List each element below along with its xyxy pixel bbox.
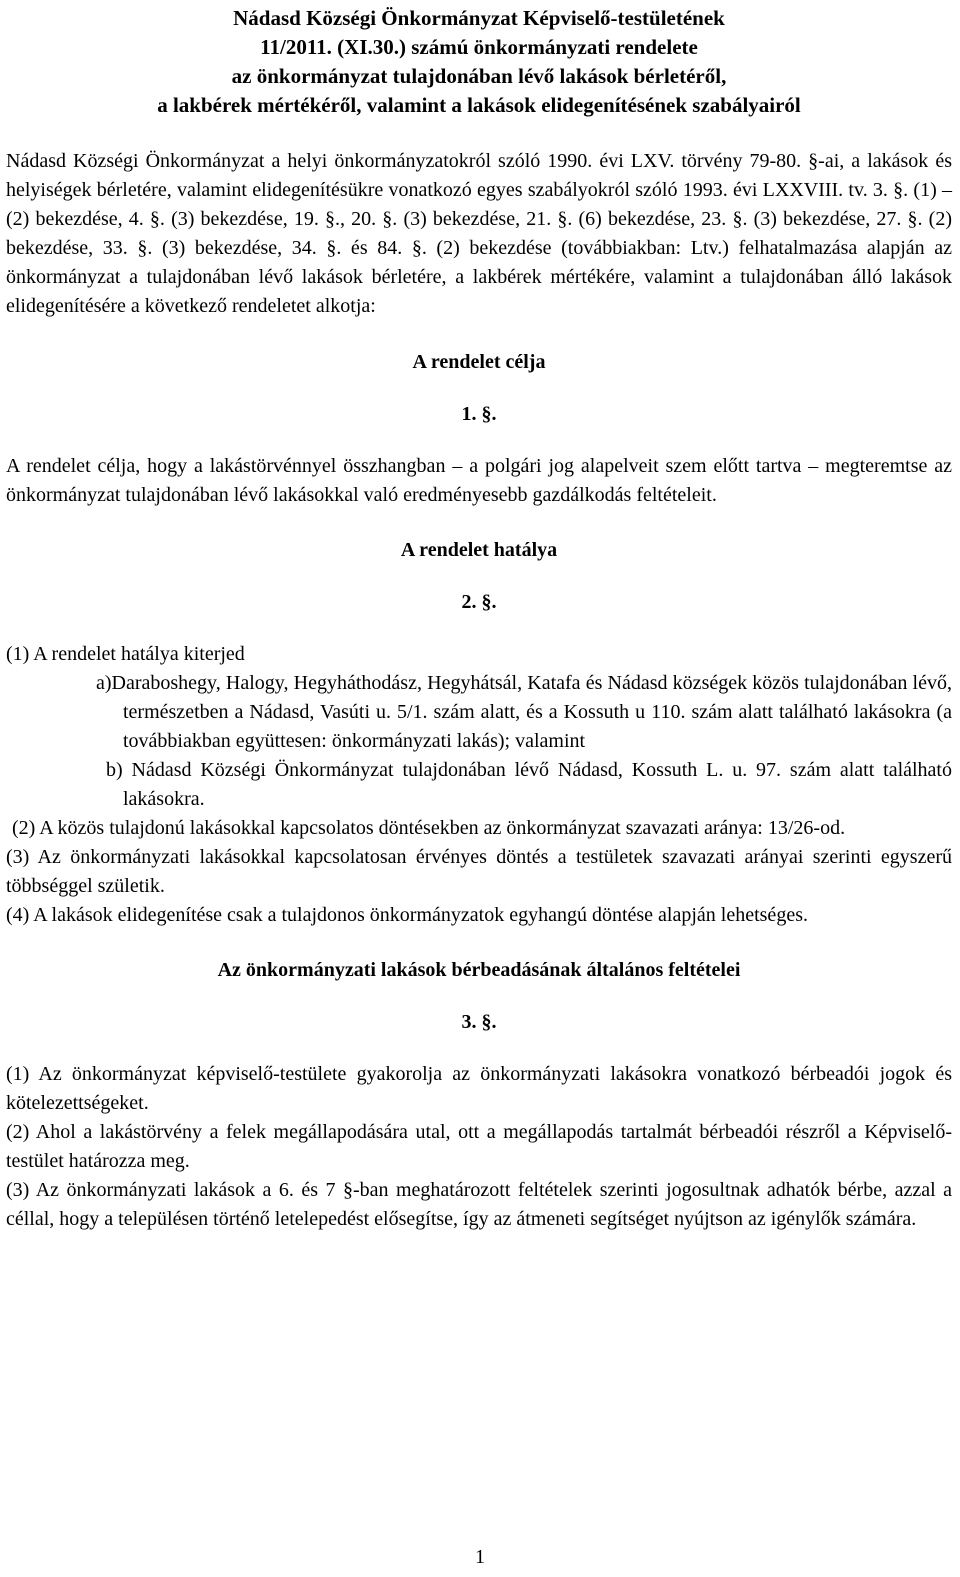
section-1-text: A rendelet célja, hogy a lakástörvénnyel összhangban – a polgári jog alapelveit szem előtt tartva – megteremtse az önkormányzat tulajdonában lévő lakásokkal való eredményesebb gazdálkodás feltételeit. [6,455,952,506]
section-3-paragraph-2: (2) Ahol a lakástörvény a felek megállapodására utal, ott a megállapodás tartalmát bérbeadói részről a Képviselő-testület határozza meg. [6,1121,952,1172]
section-2-paragraph-4: (4) A lakások elidegenítése csak a tulajdonos önkormányzatok egyhangú döntése alapján lehetséges. [6,904,808,926]
section-2-point-b: b) Nádasd Községi Önkormányzat tulajdonában lévő Nádasd, Kossuth L. u. 97. szám alatt található lakásokra. [106,759,952,810]
regulation-title [6,4,952,120]
section-2-paragraph-3: (3) Az önkormányzati lakásokkal kapcsolatosan érvényes döntés a testületek szavazati arányai szerinti egyszerű többséggel születik. [6,846,952,897]
section-2-number: 2. §. [461,591,497,613]
title-line: 11/2011. (XI.30.) számú önkormányzati rendelete [260,35,698,59]
section-2-paragraph-2: (2) A közös tulajdonú lakásokkal kapcsolatos döntésekben az önkormányzat szavazati aránya: 13/26-od. [12,817,846,839]
preamble-paragraph: Nádasd Községi Önkormányzat a helyi önkormányzatokról szóló 1990. évi LXV. törvény 79-80. §-ai, a lakások és helyiségek bérletére, valamint elidegenítésükre vonatkozó egyes szabályokról szóló 1993. évi LXXVIII. tv. 3. §. (1) – (2) bekezdése, 4. §. (3) bekezdése, 19. §., 20. §. (3) bekezdése, 21. §. (6) bekezdése, 23. §. (3) bekezdése, 27. §. (2) bekezdése, 33. §. (3) bekezdése, 34. §. és 84. §. (2) bekezdése (továbbiakban: Ltv.) felhatalmazása alapján az önkormányzat a tulajdonában lévő lakások bérletére, a lakbérek mértékére, valamint a tulajdonában álló lakások elidegenítésére a következő rendeletet alkotja: [6,150,952,317]
section-3-paragraph-3: (3) Az önkormányzati lakások a 6. és 7 §-ban meghatározott feltételek szerinti jogosultnak adhatók bérbe, azzal a céllal, hogy a településen történő letelepedést elősegítse, így az átmeneti segítséget nyújtson az igénylők számára. [6,1179,952,1230]
section-3-heading: Az önkormányzati lakások bérbeadásának általános feltételei [217,959,741,981]
section-2-point-a: a)Daraboshegy, Halogy, Hegyháthodász, Hegyhátsál, Katafa és Nádasd községek közös tulajdonában lévő, természetben a Nádasd, Vasúti u. 5/1. szám alatt, és a Kossuth u 110. szám alatt található lakásokra (a továbbiakban együttesen: önkormányzati lakás); valamint [96,672,952,752]
section-3-paragraph-1: (1) Az önkormányzat képviselő-testülete gyakorolja az önkormányzati lakásokra vonatkozó bérbeadói jogok és kötelezettségeket. [6,1063,952,1114]
section-2-paragraph-1: (1) A rendelet hatálya kiterjed [6,643,245,665]
section-2-heading: A rendelet hatálya [400,539,558,561]
section-1-heading: A rendelet célja [412,351,546,373]
title-line: az önkormányzat tulajdonában lévő lakások bérletéről, [231,64,727,88]
page-number: 1 [475,1546,485,1568]
section-1-number: 1. §. [461,403,497,425]
section-3-number: 3. §. [461,1011,497,1033]
document-page [6,4,952,1234]
title-line: Nádasd Községi Önkormányzat Képviselő-testületének [233,6,725,30]
title-line: a lakbérek mértékéről, valamint a lakások elidegenítésének szabályairól [157,93,801,117]
